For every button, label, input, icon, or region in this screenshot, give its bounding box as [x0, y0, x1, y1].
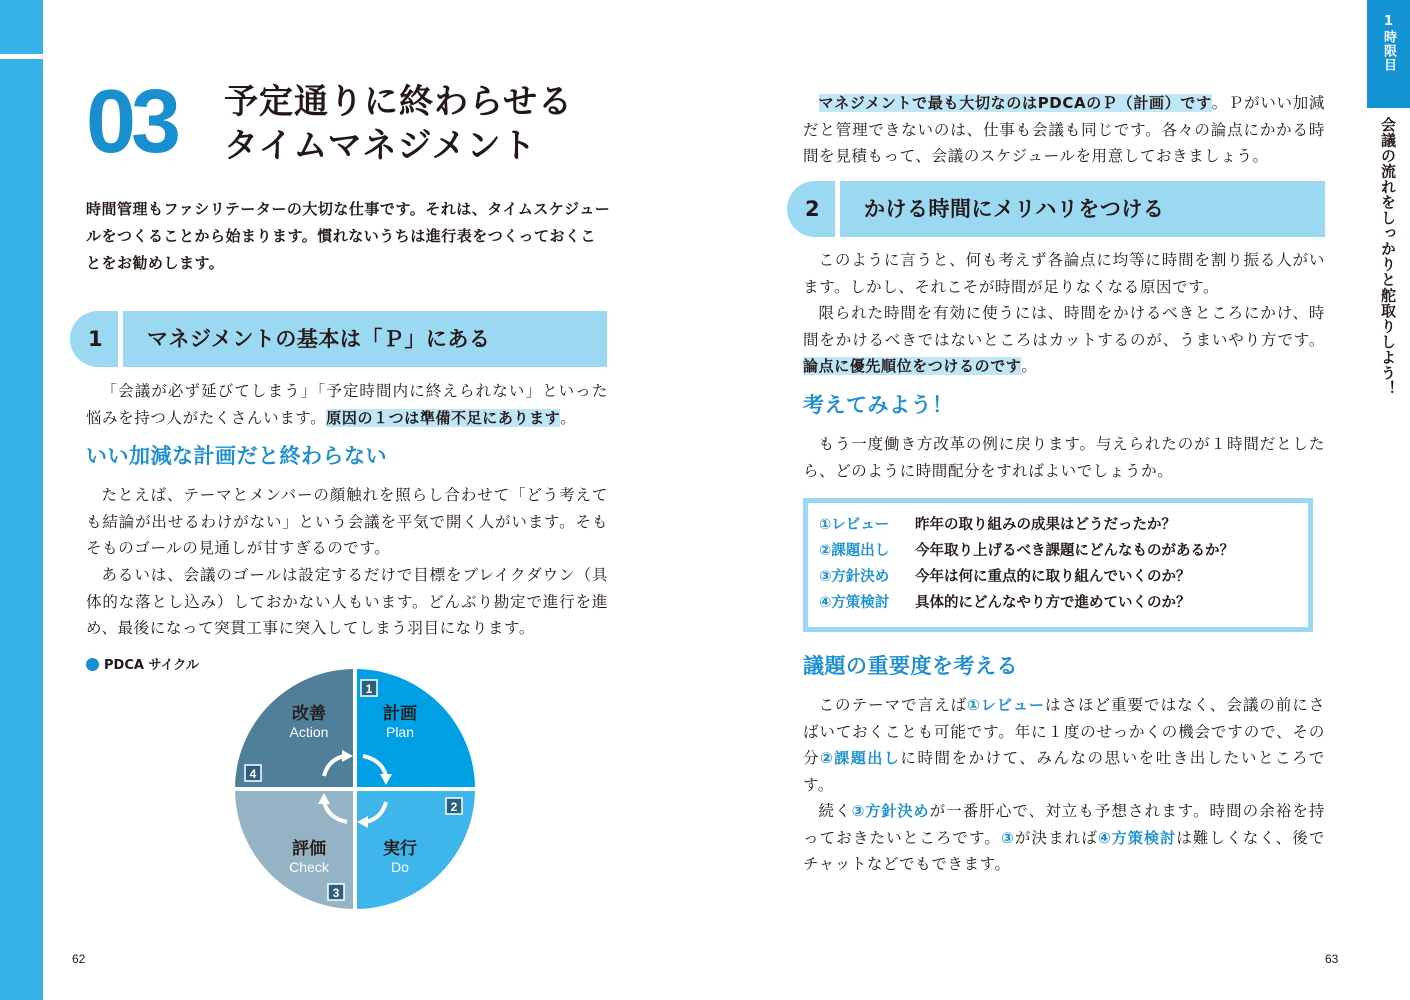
paragraph-text: 限られた時間を有効に使うには、時間をかけるべきところにかけ、時間をかけるべきではないところはカットするのが、うまいやり方です。 [803, 304, 1325, 349]
section-heading-text: マネジメントの基本は「Ｐ」にある [147, 327, 491, 351]
paragraph: このように言うと、何も考えず各論点に均等に時間を割り振る人がいます。しかし、それこそが時間が足りなくなる原因です。 [803, 251, 1325, 296]
paragraph-text: 。 [1021, 357, 1038, 375]
plan-label-jp: 計画 [383, 704, 417, 724]
agenda-item [819, 564, 1191, 590]
subheading: 議題の重要度を考える [803, 654, 1018, 678]
agenda-item-label: ①レビュー [819, 517, 890, 533]
agenda-item [819, 590, 1191, 616]
agenda-item-text: 今年取り上げるべき課題にどんなものがあるか？ [915, 543, 1234, 559]
section-heading-badge [787, 181, 835, 237]
section-heading-bar [123, 311, 607, 367]
subheading: いい加減な計画だと終わらない [86, 444, 387, 468]
section-number: 03 [86, 72, 177, 172]
emphasis-text: ③ [1001, 828, 1015, 847]
paragraph-text: が一番肝心で、対立も予想されます。時間の余裕を持っておきたいところです。 [803, 802, 1326, 847]
svg-text:4: 4 [249, 767, 257, 781]
check-label-jp: 評価 [292, 839, 326, 859]
plan-label-en: Plan [385, 724, 415, 740]
subheading: 考えてみよう！ [803, 393, 954, 417]
figure-caption-text: PDCA サイクル [104, 658, 199, 673]
chapter-tab-label: 1時限目 [1381, 14, 1396, 72]
agenda-item-label: ②課題出し [819, 543, 890, 559]
bullet-dot-icon [86, 658, 99, 671]
section-heading-bar [840, 181, 1325, 237]
agenda-item-label: ③方針決め [819, 569, 890, 585]
paragraph-text: 続く [818, 802, 852, 820]
paragraph-text: 「会議が必ず延びてしまう」「予定時間内に終えられない」といった悩みを持つ人がたくさんいます。 [86, 382, 608, 427]
intro-paragraph: 時間管理もファシリテーターの大切な仕事です。それは、タイムスケジュールをつくることから始まります。慣れないうちは進行表をつくっておくことをお勧めします。 [86, 200, 611, 272]
paragraph [803, 300, 1325, 380]
paragraph-text: はさほど重要ではなく、会議の前にさばいておくことも可能です。年に１度のせっかくの機会ですので、その分 [803, 696, 1326, 767]
paragraph-text: は難しくなく、後でチャットなどでもできます。 [803, 828, 1325, 873]
page-title-line1: 予定通りに終わらせる [224, 82, 573, 122]
emphasis-text: ③方針決め [851, 802, 930, 820]
agenda-item-text: 今年は何に重点的に取り組んでいくのか？ [915, 569, 1191, 585]
action-label-en: Action [289, 724, 329, 740]
paragraph: たとえば、テーマとメンバーの顔触れを照らし合わせて「どう考えても結論が出せるわけがない」という会議を平気で開く人がいます。そもそものゴールの見通しが甘すぎるのです。 [86, 486, 608, 557]
running-title: 会議の流れをしっかりと舵取りしよう！ [1379, 117, 1397, 396]
highlight-text: 論点に優先順位をつけるのです [803, 357, 1022, 375]
agenda-item-text: 昨年の取り組みの成果はどうだったか？ [915, 517, 1176, 533]
action-label-jp: 改善 [292, 704, 326, 724]
agenda-item-label: ④方策検討 [819, 595, 890, 611]
paragraph-text: に時間をかけて、みんなの思いを吐き出したいところです。 [803, 749, 1326, 794]
paragraph-text: が決まれば [1014, 828, 1098, 847]
svg-text:3: 3 [332, 886, 340, 900]
svg-text:1: 1 [365, 682, 373, 696]
do-label-jp: 実行 [383, 839, 417, 859]
agenda-item [819, 538, 1234, 564]
step-number-3 [328, 884, 344, 900]
left-edge-bar [0, 0, 43, 1000]
step-number-2 [446, 798, 462, 814]
page-number-left: 62 [72, 952, 86, 966]
agenda-item-text: 具体的にどんなやり方で進めていくのか？ [915, 595, 1191, 611]
highlight-text: 原因の１つは準備不足にあります [326, 408, 561, 427]
paragraph [803, 798, 1325, 878]
section-heading-number: 1 [88, 327, 103, 351]
paragraph: もう一度働き方改革の例に戻ります。与えられたのが１時間だとしたら、どのように時間配分をすればよいでしょうか。 [803, 435, 1325, 480]
paragraph [86, 378, 608, 431]
paragraph [803, 692, 1325, 798]
agenda-item [819, 512, 1176, 538]
check-label-en: Check [289, 859, 329, 875]
section-heading-text: かける時間にメリハリをつける [864, 197, 1165, 221]
step-number-4 [245, 765, 261, 781]
step-number-1 [361, 680, 377, 696]
left-edge-stripe [0, 54, 43, 59]
paragraph-text: 。 [560, 408, 577, 427]
emphasis-text: ①レビュー [967, 696, 1045, 714]
highlight-text: マネジメントで最も大切なのはPDCAのＰ（計画）です [818, 94, 1212, 112]
figure-caption [86, 654, 199, 673]
paragraph: あるいは、会議のゴールは設定するだけで目標をブレイクダウン（具体的な落とし込み）しておかない人もいます。どんぶり勘定で進行を進め、最後になって突貫工事に突入してしまう羽目になります。 [86, 566, 608, 637]
paragraph [803, 90, 1325, 170]
paragraph-text: 。Ｐがいい加減だと管理できないのは、仕事も会議も同じです。各々の論点にかかる時間を見積もって、会議のスケジュールを用意しておきましょう。 [803, 94, 1325, 165]
agenda-box [803, 498, 1313, 632]
page-title-line2: タイムマネジメント [224, 126, 537, 166]
emphasis-text: ④方策検討 [1097, 828, 1177, 847]
do-label-en: Do [391, 859, 409, 875]
emphasis-text: ②課題出し [820, 749, 901, 767]
section-heading-badge [70, 311, 118, 367]
paragraph-text: このテーマで言えば [818, 696, 968, 714]
page-number-right: 63 [1325, 952, 1339, 966]
section-heading-number: 2 [805, 197, 820, 221]
svg-text:2: 2 [450, 800, 458, 814]
pdca-cycle-diagram [230, 664, 480, 914]
chapter-tab [1367, 0, 1410, 108]
